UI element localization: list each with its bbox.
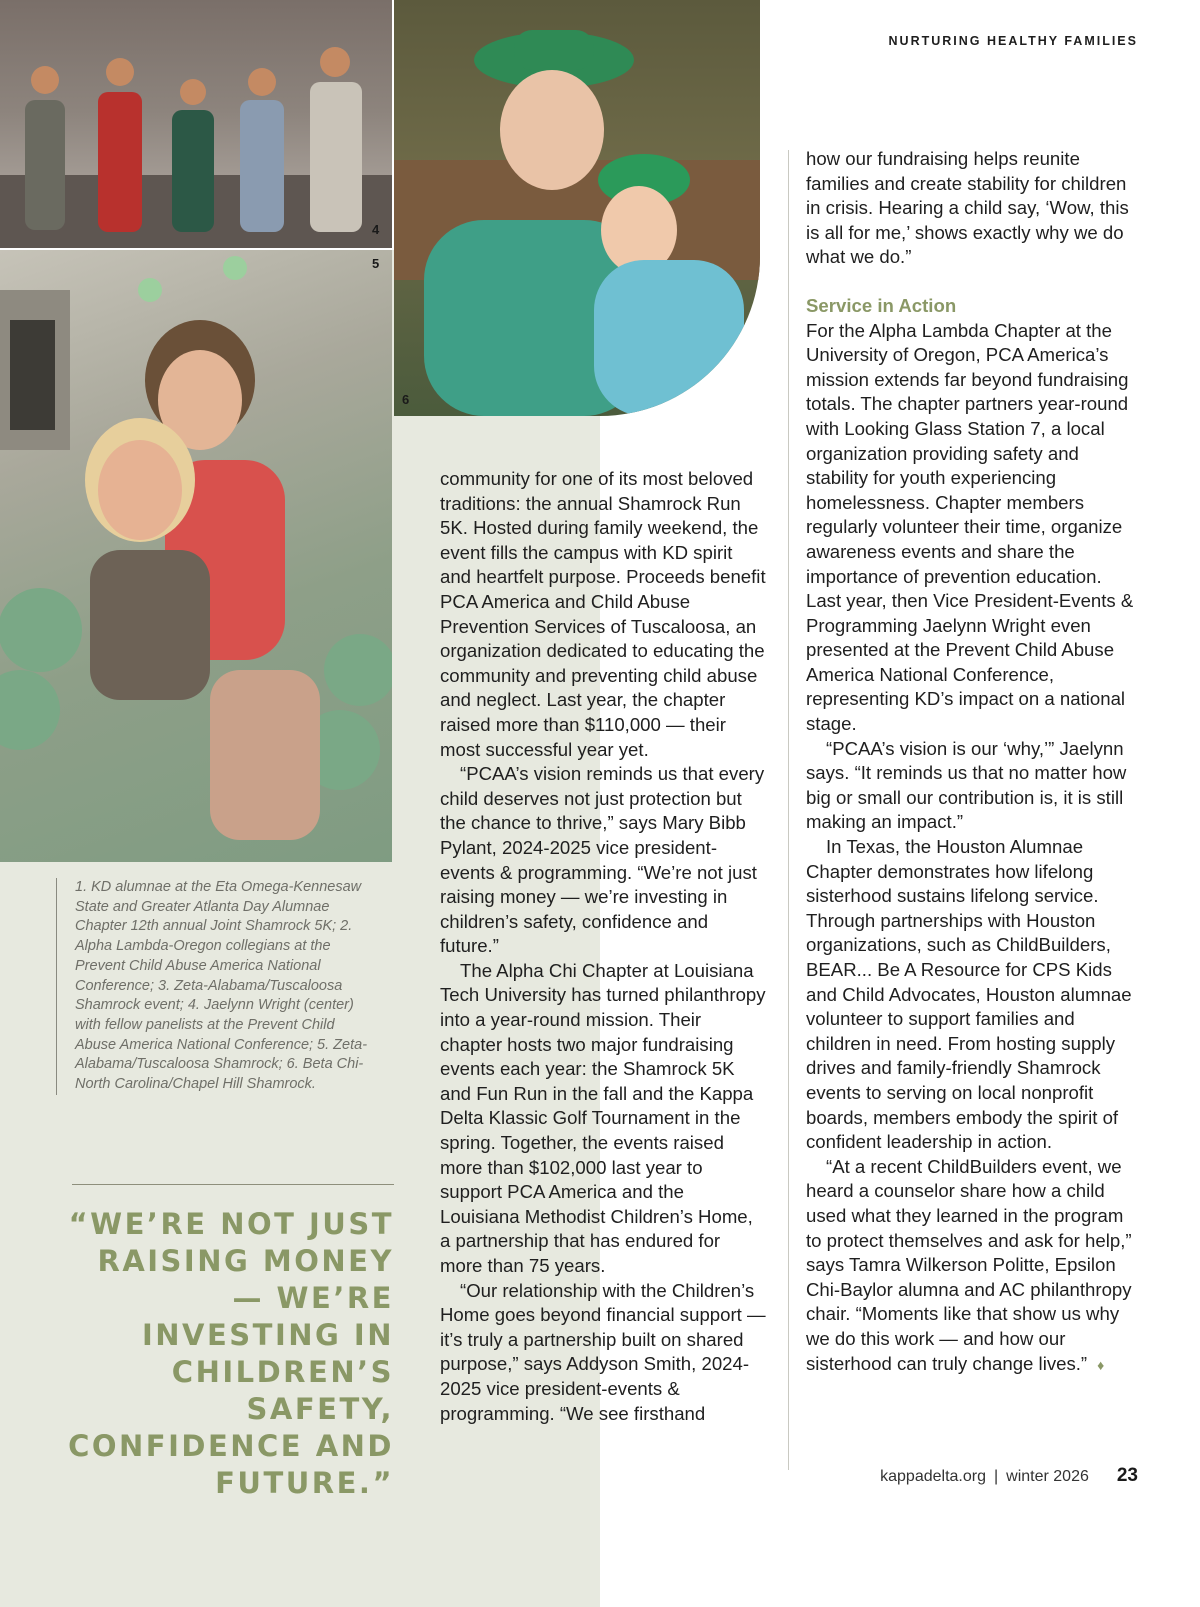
- pullquote: “WE’RE NOT JUST RAISING MONEY — WE’RE INVESTING IN CHILDREN’S SAFETY, CONFIDENCE AND FUTURE.”: [68, 1207, 394, 1500]
- right-column: [806, 147, 1140, 1377]
- photo-4-illustration: [0, 0, 392, 248]
- body-paragraph: The Alpha Chi Chapter at Louisiana Tech University has turned philanthropy into a year-round mission. Their chapter hosts two major fundraising events each year: the Shamrock 5K and Fun Run in the fall and the Kappa Delta Klassic Golf Tournament in the spring. Together, the events raised more than $102,000 last year to support PCA America and the Louisiana Methodist Children’s Home, a partnership that has endured for more than 75 years.: [440, 959, 766, 1276]
- pullquote-divider: [72, 1184, 394, 1185]
- middle-column: [440, 467, 766, 1426]
- end-mark-icon: ♦: [1097, 1356, 1105, 1373]
- photo-6-illustration: [394, 0, 760, 416]
- page-number: 23: [1116, 1465, 1138, 1486]
- footer-separator: |: [993, 1468, 999, 1485]
- photo-number: 6: [402, 392, 410, 407]
- photo-5-illustration: [0, 250, 392, 862]
- section-header: NURTURING HEALTHY FAMILIES: [888, 34, 1138, 48]
- section-subhead: Service in Action: [806, 294, 957, 316]
- photo-grandmother-child: [394, 0, 760, 416]
- body-paragraph-final: [806, 1155, 1140, 1377]
- body-paragraph-text: “At a recent ChildBuilders event, we heard a counselor share how a child used what they learned in the program to protect themselves and ask for help,” says Tamra Wilkerson Politte, Epsilon Chi-Baylor alumna and AC philanthropy chair. “Moments like that show us why we do this work — and how our sisterhood can truly change lives.”: [806, 1155, 1132, 1374]
- photo-number: 4: [372, 222, 380, 237]
- body-paragraph: community for one of its most beloved traditions: the annual Shamrock Run 5K. Hosted during family weekend, the event fills the campus with KD spirit and heartfelt purpose. Proceeds benefit PCA America and Child Abuse Prevention Services of Tuscaloosa, an organization dedicated to educating the community and preventing child abuse and neglect. Last year, the chapter raised more than $110,000 — their most successful year yet.: [440, 468, 766, 760]
- photo-conference-panelists: [0, 0, 392, 248]
- footer-issue: winter 2026: [1006, 1468, 1089, 1485]
- body-paragraph: “Our relationship with the Children’s Home goes beyond financial support — it’s truly a partnership built on shared purpose,” says Addyson Smith, 2024-2025 vice president-events & programming. “We see firsthand: [440, 1279, 766, 1424]
- photo-caption: 1. KD alumnae at the Eta Omega-Kennesaw State and Greater Atlanta Day Alumnae Chapter 12th annual Joint Shamrock 5K; 2. Alpha Lambda-Oregon collegians at the Prevent Child Abuse America National Conference; 3. Zeta-Alabama/Tuscaloosa Shamrock event; 4. Jaelynn Wright (center) with fellow panelists at the Prevent Child Abuse America National Conference; 5. Zeta-Alabama/Tuscaloosa Shamrock; 6. Beta Chi-North Carolina/Chapel Hill Shamrock.: [56, 878, 375, 1095]
- photo-number: 5: [372, 256, 380, 271]
- body-paragraph: In Texas, the Houston Alumnae Chapter demonstrates how lifelong sisterhood sustains lifelong service. Through partnerships with Houston organizations, such as ChildBuilders, BEAR... Be A Resource for CPS Kids and Child Advocates, Houston alumnae volunteer to support families and children in need. From hosting supply drives and family-friendly Shamrock events to serving on local nonprofit boards, members embody the spirit of confident leadership in action.: [806, 836, 1132, 1153]
- body-paragraph: how our fundraising helps reunite families and create stability for children in crisis. Hearing a child say, ‘Wow, this is all for me,’ shows exactly why we do what we do.”: [806, 148, 1129, 268]
- photo-shamrock-piggyback: [0, 250, 392, 862]
- body-paragraph: For the Alpha Lambda Chapter at the University of Oregon, PCA America’s mission extends far beyond fundraising totals. The chapter partners year-round with Looking Glass Station 7, a local organization providing safety and stability for youth experiencing homelessness. Chapter members regularly volunteer their time, organize awareness events and share the importance of prevention education. Last year, then Vice President-Events & Programming Jaelynn Wright even presented at the Prevent Child Abuse America National Conference, representing KD’s impact on a national stage.: [806, 319, 1134, 735]
- body-paragraph: “PCAA’s vision reminds us that every child deserves not just protection but the chance to thrive,” says Mary Bibb Pylant, 2024-2025 vice president-events & programming. “We’re not just raising money — we’re investing in children’s safety, confidence and future.”: [440, 763, 765, 957]
- column-divider: [788, 150, 789, 1470]
- body-paragraph: “PCAA’s vision is our ‘why,’” Jaelynn says. “It reminds us that no matter how big or small our contribution is, it is still making an impact.”: [806, 737, 1127, 833]
- page-footer: [880, 1465, 1138, 1487]
- footer-site: kappadelta.org: [880, 1468, 986, 1485]
